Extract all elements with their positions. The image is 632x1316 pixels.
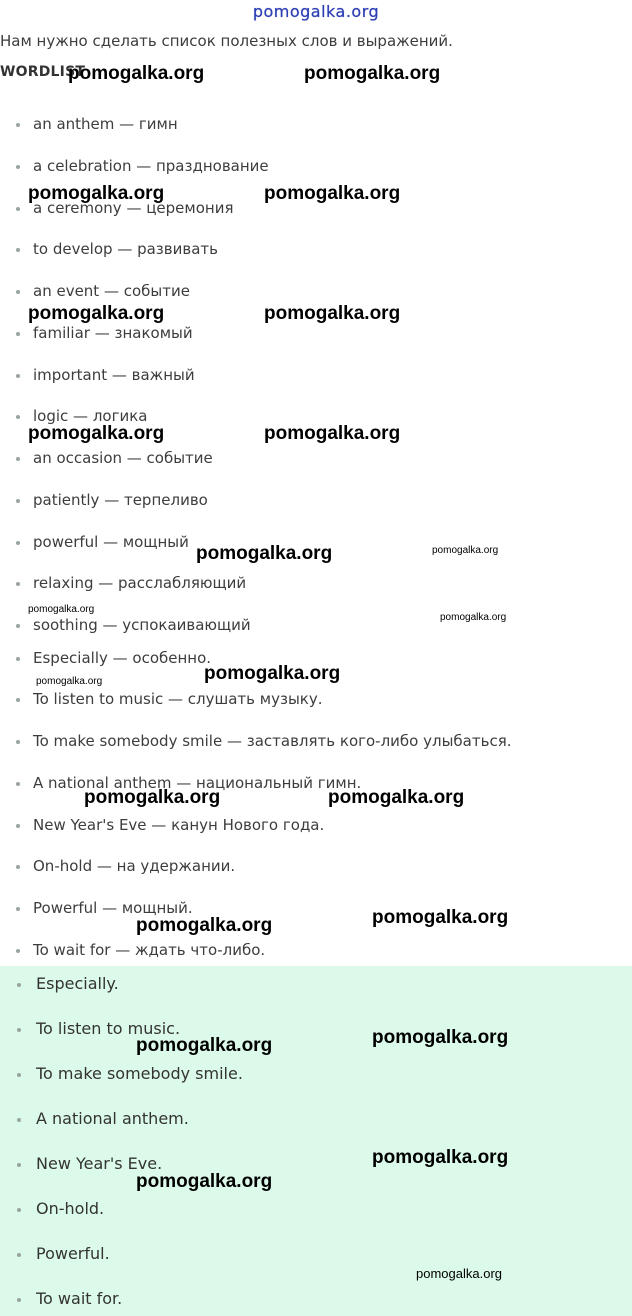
bullet-icon: [16, 541, 20, 545]
wordlist-heading: WORDLIST: [0, 64, 86, 80]
bullet-icon: [16, 582, 20, 586]
watermark: pomogalka.org: [28, 183, 165, 204]
watermark: pomogalka.org: [136, 1035, 273, 1056]
watermark: pomogalka.org: [28, 604, 95, 615]
bullet-icon: [16, 457, 20, 461]
answer-box: Especially. To listen to music. To make somebody smile. A national anthem. New Year's Eve. On-hold. Powerful. To wait for.: [0, 966, 632, 1316]
bullet-icon: [16, 949, 20, 953]
watermark: pomogalka.org: [196, 543, 333, 564]
bullet-icon: [16, 499, 20, 503]
bullet-icon: [16, 123, 20, 127]
bullet-icon: [17, 1163, 21, 1167]
bullet-icon: [16, 165, 20, 169]
watermark: pomogalka.org: [372, 1027, 509, 1048]
bullet-icon: [16, 782, 20, 786]
bullet-icon: [16, 248, 20, 252]
bullet-icon: [17, 1028, 21, 1032]
watermark: pomogalka.org: [264, 303, 401, 324]
bullet-icon: [17, 1253, 21, 1257]
site-label: pomogalka.org: [252, 2, 380, 21]
bullet-icon: [16, 740, 20, 744]
watermark: pomogalka.org: [372, 907, 509, 928]
intro-text: Нам нужно сделать список полезных слов и выражений.: [0, 32, 453, 50]
watermark: pomogalka.org: [68, 63, 205, 84]
bullet-icon: [16, 865, 20, 869]
watermark: pomogalka.org: [304, 63, 441, 84]
watermark: pomogalka.org: [28, 303, 165, 324]
watermark: pomogalka.org: [136, 1171, 273, 1192]
watermark: pomogalka.org: [328, 787, 465, 808]
bullet-icon: [16, 624, 20, 628]
bullet-icon: [16, 657, 20, 661]
bullet-icon: [16, 374, 20, 378]
bullet-icon: [17, 1298, 21, 1302]
watermark: pomogalka.org: [36, 676, 103, 687]
watermark: pomogalka.org: [204, 663, 341, 684]
watermark: pomogalka.org: [372, 1147, 509, 1168]
bullet-icon: [16, 907, 20, 911]
watermark: pomogalka.org: [264, 423, 401, 444]
bullet-icon: [17, 1118, 21, 1122]
bullet-icon: [17, 983, 21, 987]
bullet-icon: [16, 824, 20, 828]
watermark: pomogalka.org: [432, 545, 499, 556]
watermark: pomogalka.org: [84, 787, 221, 808]
bullet-icon: [16, 698, 20, 702]
bullet-icon: [16, 415, 20, 419]
watermark: pomogalka.org: [28, 423, 165, 444]
bullet-icon: [17, 1208, 21, 1212]
watermark: pomogalka.org: [136, 915, 273, 936]
bullet-icon: [17, 1073, 21, 1077]
watermark: pomogalka.org: [440, 612, 507, 623]
bullet-icon: [16, 290, 20, 294]
watermark: pomogalka.org: [264, 183, 401, 204]
bullet-icon: [16, 332, 20, 336]
bullet-icon: [16, 207, 20, 211]
watermark: pomogalka.org: [416, 1266, 502, 1281]
